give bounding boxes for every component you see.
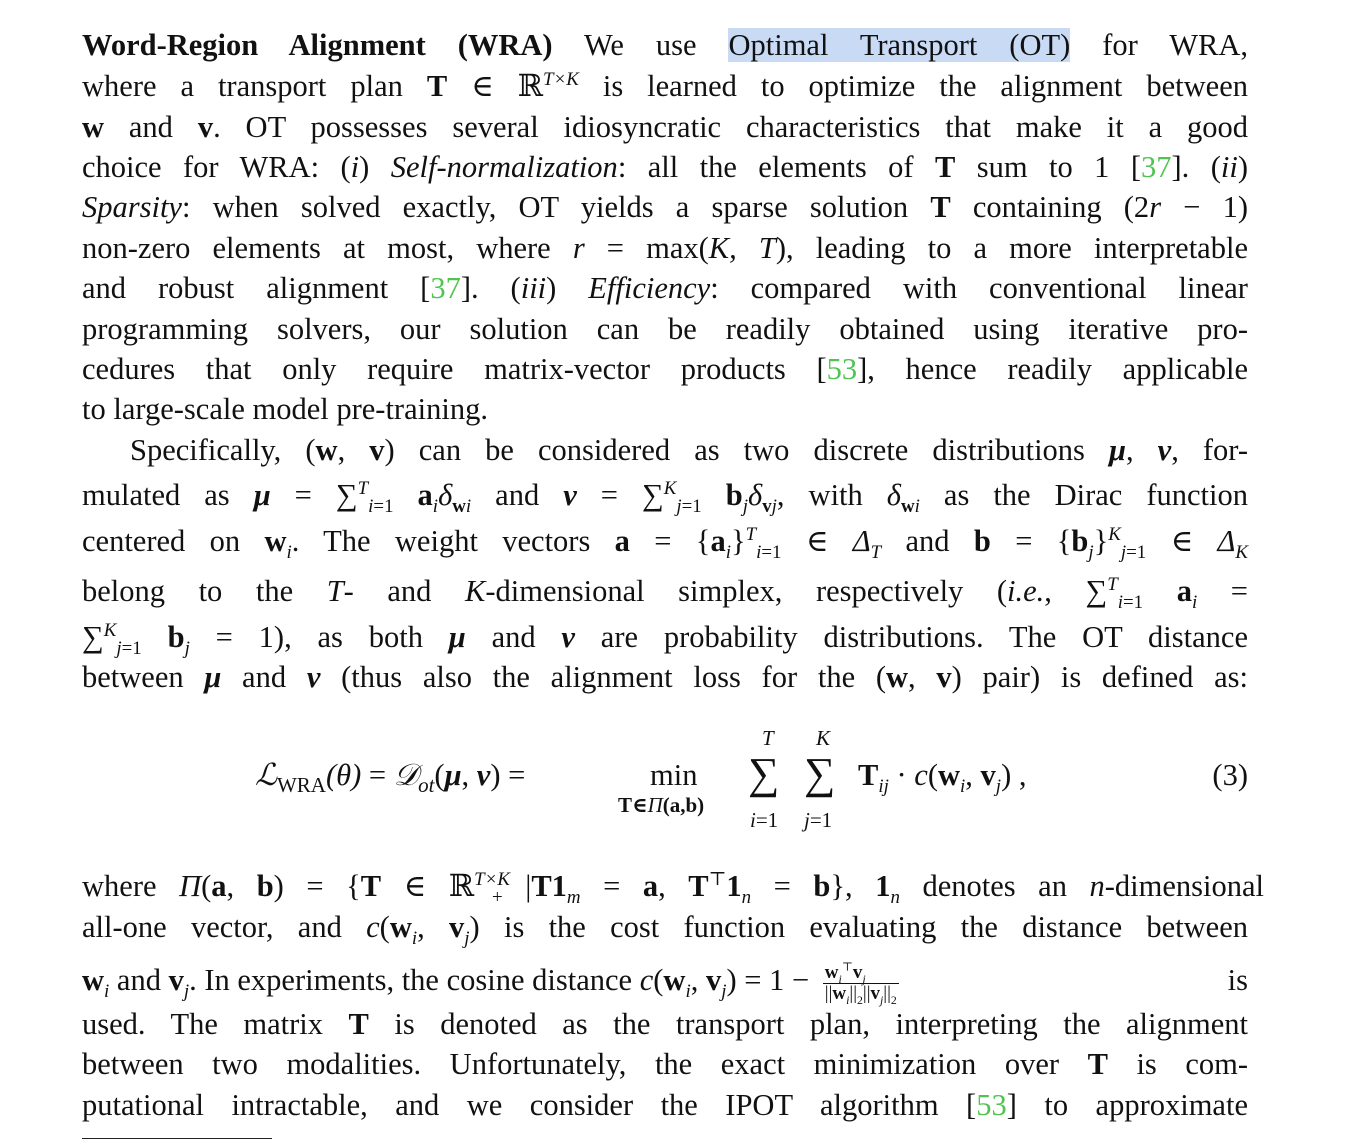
- para3-line-6: putational intractable, and we consider the IPOT algorithm [53] to approximate: [82, 1088, 1248, 1122]
- equation-sum1: ∑: [748, 749, 780, 798]
- section-heading: Word-Region Alignment (WRA): [82, 28, 553, 62]
- text: for WRA,: [1070, 28, 1248, 62]
- highlighted-text[interactable]: Optimal Transport (OT): [728, 28, 1071, 62]
- para2-line-4: belong to the T- and K-dimensional simplex, respectively (i.e., ∑$^T_{i=1}$ $a_i$ =: [82, 573, 1249, 614]
- para2-line-1: Specifically, (w, v) can be considered as two discrete distributions μ, ν, for-: [130, 433, 1249, 467]
- equation-body: $T_{ij} \cdot c(w_i$, $v_j$) ,: [858, 758, 1027, 798]
- para3-line-2: all-one vector, and $c(w_i$, $v_j$) is the cost function evaluating the distance between: [82, 910, 1249, 950]
- para1-line-2: where a transport plan T ∈ ℝ$^{T\times K}$ is learned to optimize the alignment between: [82, 68, 1248, 103]
- equation-sum1-top: T: [762, 726, 774, 750]
- citation-link[interactable]: 53: [826, 352, 858, 386]
- cosine-fraction: $\frac{w_i^⊤v_j}{||w_i||_2||v_j||_2}$: [824, 960, 897, 1007]
- para1-line-4: choice for WRA: (i) Self-normalization: all the elements of T sum to 1 [37]. (ii): [82, 150, 1248, 184]
- text: We use: [584, 28, 729, 62]
- para1-line-3: w and v. OT possesses several idiosyncratic characteristics that make it a good: [82, 110, 1248, 144]
- para3-line-3: $w_i$ and $v_j$. In experiments, the cosine distance $c(w_i$, $v_j) = 1$ − $\frac{w_i^⊤v_j}{||w_i||_2||v_j||_2}$ is: [82, 960, 1248, 1007]
- para1-line-9: cedures that only require matrix-vector products [53], hence readily applicable: [82, 352, 1248, 386]
- para2-line-2: mulated as μ = ∑$^T_{i=1}$ $a_i\delta_{wi}$ and ν = ∑$^K_{j=1}$ $b_j\delta_{vj}$, with $\delta_{wi}$ as the Dirac function: [82, 477, 1248, 518]
- citation-link[interactable]: 37: [1141, 150, 1172, 184]
- equation-sum2-bottom: j=1: [804, 808, 833, 832]
- equation-sum2-top: K: [816, 726, 831, 750]
- citation-link[interactable]: 37: [430, 271, 461, 305]
- para1-line-1: [82, 25, 1248, 65]
- para1-line-7: and robust alignment [37]. (iii) Efficiency: compared with conventional linear: [82, 271, 1248, 305]
- para1-line-10: to large-scale model pre-training.: [82, 392, 488, 426]
- para3-line-4: used. The matrix T is denoted as the transport plan, interpreting the alignment: [82, 1007, 1248, 1041]
- para1-line-5: Sparsity: when solved exactly, OT yields a sparse solution T containing (2r − 1): [82, 190, 1248, 224]
- para1-line-8: programming solvers, our solution can be readily obtained using iterative pro-: [82, 312, 1248, 346]
- footnote-rule: [82, 1138, 272, 1139]
- para2-line-5: ∑$^K_{j=1}$ $b_j = 1$), as both μ and ν are probability distributions. The OT distance: [82, 619, 1248, 660]
- citation-link[interactable]: 53: [976, 1088, 1007, 1122]
- para2-line-6: between μ and ν (thus also the alignment loss for the (w, v) pair) is defined as:: [82, 660, 1248, 694]
- equation-sum2: ∑: [804, 749, 836, 798]
- equation-lhs: ℒ$_{WRA}$(θ) = 𝒟$_{ot}$(μ, ν) =: [255, 758, 526, 798]
- equation-number: (3): [1212, 758, 1248, 792]
- equation-sum1-bottom: i=1: [750, 808, 779, 832]
- para1-line-6: non-zero elements at most, where r = max(K, T), leading to a more interpretable: [82, 231, 1248, 265]
- para3-line-1: where Π(a, b) = {T ∈ ℝ$^{T\times K}_+$ $|T1_m = a$, $T^⊤1_n = b$}, $1_n$ denotes an n-dimensional: [82, 868, 1264, 909]
- para2-line-3: centered on $w_i$. The weight vectors $a = \{a_i\}^T_{i=1}$ ∈ $\Delta_T$ and $b = \{b_j\}^K_{j=1}$ ∈ $\Delta_K$: [82, 523, 1249, 564]
- equation-min-sub: T∈Π(a,b): [618, 793, 705, 817]
- equation-min: min: [650, 758, 698, 792]
- para3-line-5: between two modalities. Unfortunately, the exact minimization over T is com-: [82, 1047, 1249, 1081]
